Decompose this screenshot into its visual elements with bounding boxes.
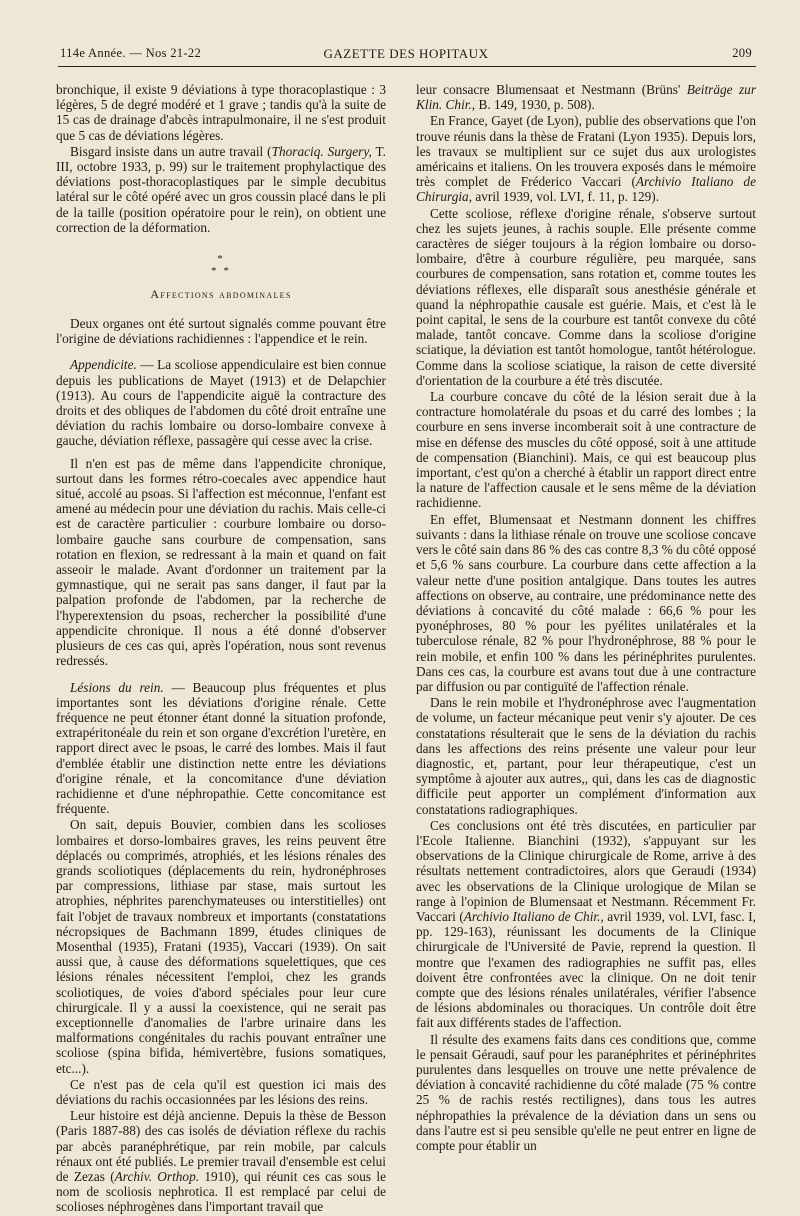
header-rule [58, 66, 756, 67]
paragraph: La courbure concave du côté de la lésion serait due à la contracture homolatérale du psoas et du carré des lombes ; la courbure en sens inverse incomberait soit à une contracture de mise en défense des muscles du côté opposé, soit à une attitude de compensation (Bianchini). Mais, ce qui est beaucoup plus important, c'est qu'on a cherché à établir un rapport direct entre la nature de l'affection causale et le sens même de la déviation rachidienne. [416, 389, 756, 511]
paragraph: En France, Gayet (de Lyon), publie des observations que l'on trouve réunis dans la thèse de Fratani (Lyon 1935). Depuis lors, les travaux se multiplient sur ce sujet dus aux urologistes américains et italiens. On les trouvera exposés dans le mémoire très complet de Fréderico Vaccari (Archivio Italiano de Chirurgia, avril 1939, vol. LVI, f. 11, p. 129). [416, 113, 756, 205]
paragraph: On sait, depuis Bouvier, combien dans les scolioses lombaires et dorso-lombaires graves, les reins peuvent être déplacés ou comprimés, atrophiés, et les lésions rénales des grands scoliotiques (déplacements du rein, hydronéphroses par compressions, lithiase par stase, mais surtout les atrophies, néphrites parenchymateuses ou interstitielles) ont fait l'objet de travaux nombreux et importants (constatations nécropsiques de Bachmann 1899, études cliniques de Mosenthal (1935), Fratani (1935), Vaccari (1939). On sait aussi que, à cause des déformations squelettiques, que ces lésions rénales nécessitent l'emploi, chez les grands scoliotiques, de voies d'abord spéciales pour leur cure chirurgicale. Il y a aussi la coexistence, qui ne serait pas exceptionnelle d'anomalies de l'arbre urinaire dans les malformations congénitales du rachis pouvant entraîner une scoliose (spina bifida, hémivertèbre, fusions somatiques, etc...). [56, 817, 386, 1076]
paragraph: Ce n'est pas de cela qu'il est question ici mais des déviations du rachis occasionnées par les lésions des reins. [56, 1076, 386, 1107]
page-number: 209 [732, 46, 752, 60]
paragraph: bronchique, il existe 9 déviations à type thoracoplastique : 3 légères, 5 de degré modéré et 1 grave ; tandis qu'à la suite de 15 cas de drainage d'abcès intrapulmonaire, il ne s'est produit que 5 cas de déviations légères. [56, 82, 386, 143]
paragraph: Lésions du rein. — Beaucoup plus fréquentes et plus importantes sont les déviations d'origine rénale. Cette fréquence ne peut étonner étant donné la situation profonde, extrapéritonéale du rein et son organe d'excrétion l'uretère, en rapport direct avec le psoas, le carré des lombes. Mais il faut d'emblée établir une distinction nette entre les déviations d'origine rénale, et la concomitance d'une déviation rachidienne et d'une néphropathie. Cette concomitance est fréquente. [56, 679, 386, 817]
journal-title: GAZETTE DES HOPITAUX [323, 46, 489, 61]
left-column [56, 82, 386, 1216]
paragraph: Bisgard insiste dans un autre travail (Thoraciq. Surgery, T. III, octobre 1933, p. 99) sur le traitement prophylactique des déviations post-thoracoplastiques par le simple decubitus latéral sur le côté opéré avec un gros coussin placé dans le pli de la taille (position opératoire pour le rein), on obtient une correction de la déformation. [56, 143, 386, 235]
paragraph: leur consacre Blumensaat et Nestmann (Brüns' Beiträge zur Klin. Chir., B. 149, 1930, p. 508). [416, 82, 756, 113]
paragraph: Appendicite. — La scoliose appendiculaire est bien connue depuis les publications de Mayet (1913) et de Delapchier (1913). Au cours de l'appendicite aiguë la contracture des droits et des obliques de l'abdomen du côté droit entraîne une déviation du rachis lombaire ou dorso-lombaire convexe à gauche, déviation réflexe, passagère qui cesse avec la crise. [56, 357, 386, 449]
paragraph: Leur histoire est déjà ancienne. Depuis la thèse de Besson (Paris 1887-88) des cas isolés de déviation réflexe du rachis par abcès paranéphrétique, par rein mobile, par calculs rénaux ont été publiés. Le premier travail d'ensemble est celui de Zezas (Archiv. Orthop. 1910), qui réunit ces cas sous le nom de scoliosis nephrotica. Il est remplacé par celui de scolioses néphrogènes dans l'important travail que [56, 1108, 386, 1215]
section-separator: * * * [211, 253, 231, 278]
running-header [60, 46, 752, 62]
paragraph: Ces conclusions ont été très discutées, en particulier par l'Ecole Italienne. Bianchini (1932), s'appuyant sur les observations de la Clinique chirurgicale de Rome, arrive à des résultats nettement contradictoires, alors que Geraudi (1934) avec les observations de la Clinique urologique de Milan se range à l'opinion de Blumensaat et Nestmann. Récemment Fr. Vaccari (Archivio Italiano de Chir., avril 1939, vol. LVI, fasc. I, pp. 129-163), réunissant les documents de la Clinique chirurgicale de l'Université de Pavie, reprend la question. Il montre que l'examen des radiographies ne suffit pas, elles doivent être confrontées avec la clinique. On ne doit tenir compte que des lésions rénales unilatérales, vérifier l'absence de lésions abdominales ou thoraciques. Un contrôle doit être fait aux différents stades de l'affection. [416, 817, 756, 1031]
paragraph: En effet, Blumensaat et Nestmann donnent les chiffres suivants : dans la lithiase rénale on trouve une scoliose concave vers le côté sain dans 86 % des cas contre 8,3 % du côté opposé et 5,6 % sans courbure. La courbure dans cette affection a la valeur nette d'une position antalgique. Dans toutes les autres affections on observe, au contraire, une prédominance nette des déviations à concavité du côté malade : 66,6 % pour les pyonéphroses, 80 % pour les pyélites unilatérales et la tuberculose rénale, 82 % pour l'hydronéphrose, 88 % pour le rein mobile, et enfin 100 % dans les périnéphrites purulentes. Dans ces cas, la courbure est avans tout due à une contracture par diffusion ou par contiguïté de l'affection rénale. [416, 511, 756, 694]
paragraph: Dans le rein mobile et l'hydronéphrose avec l'augmentation de volume, un facteur mécanique peut venir s'y ajouter. De ces constatations résulterait que le sens de la déviation du rachis dans les affections des reins présente une valeur pour leur diagnostic, et, partant, pour leur thérapeutique, c'est un symptôme à ajouter aux autres,, qui, dans les cas de diagnostic difficile peut apporter un complément d'information aux constatations radiographiques. [416, 695, 756, 817]
paragraph: Deux organes ont été surtout signalés comme pouvant être l'origine de déviations rachidiennes : l'appendice et le rein. [56, 316, 386, 347]
section-heading: Affections abdominales [150, 287, 292, 302]
paragraph: Cette scoliose, réflexe d'origine rénale, s'observe surtout chez les sujets jeunes, à rachis souple. Elle présente comme caractères de siéger toujours à la région lombaire ou dorso-lombaire, d'être à courbure régulière, peu marquée, sans courbures de compensation, sans rotation et, comme toutes les déviations réflexes, elle disparaît sous anesthésie générale et quand la néphropathie causale est guérie. Mais, et c'est là le point capital, le sens de la courbure est tantôt convexe du côté malade, tantôt concave. Comme dans la scoliose d'origine sciatique, la déviation est tantôt homologue, tantôt hétérologue. Comme dans la scoliose sciatique, la raison de cette diversité d'orientation de la courbure a été très discutée. [416, 205, 756, 388]
paragraph: Il n'en est pas de même dans l'appendicite chronique, surtout dans les formes rétro-coecales avec appendice haut situé, accolé au psoas. Si l'affection est méconnue, l'enfant est amené au médecin pour une déviation du rachis. Mais celle-ci est de caractère particulier : courbure lombaire ou dorso-lombaire gauche sans courbure de compensation, sans rotation en flexion, se redressant à la main et quand on fait asseoir le malade. Avant d'ordonner un traitement par la gymnastique, qui ne serait pas sans danger, il faut par la palpation profonde de l'abdomen, par la recherche de l'hyperextension du psoas, rechercher la possibilité d'une appendicite chronique. Il nous a été donné d'observer plusieurs de ces cas qui, après l'opération, nous sont revenus redressés. [56, 455, 386, 669]
paragraph: Il résulte des examens faits dans ces conditions que, comme le pensait Géraudi, sauf pour les paranéphrites et périnéphrites purulentes dans lesquelles on trouve une nette prévalence de déviation à concavité rachidienne du côté malade (75 % contre 25 % de rachis restés rectilignes), dans tous les autres néphropathies la prévalence de la déviation dans un sens ou dans l'autre est si peu sensible qu'elle ne peut entrer en ligne de compte pour établir un [416, 1031, 756, 1154]
issue-label: 114e Année. — Nos 21-22 [60, 46, 202, 60]
right-column [416, 82, 756, 1154]
